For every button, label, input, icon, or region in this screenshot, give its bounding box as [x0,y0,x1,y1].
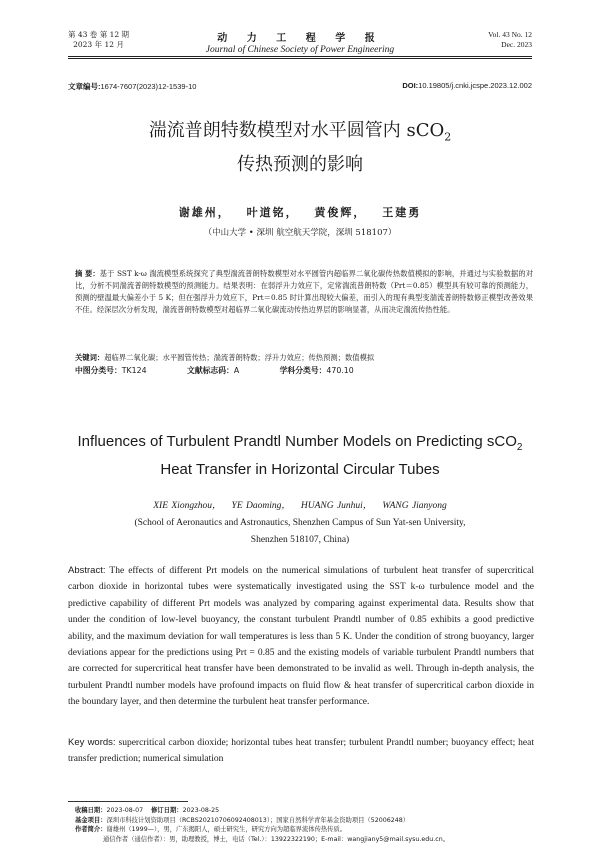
header-rule [68,56,532,57]
subject-code-value: 470.10 [326,366,354,375]
doi-value: 10.19805/j.cnki.jcspe.2023.12.002 [418,81,532,90]
subject-code-label: 学科分类号： [279,366,327,375]
footnote-rule [68,801,188,802]
received-date [75,806,545,816]
affiliation-en-line2: Shenzhen 518107, China) [250,535,350,545]
corresponding-author: 通信作者（通信作者）：男，助理教授，博士，电话（Tel.）：13922322190；E-mail：wangjiany5@mail.sysu.edu.cn。 [103,835,449,843]
article-number-label: 文章编号: [68,82,101,91]
doi-label: DOI: [402,81,419,90]
keywords-en [68,735,534,767]
title-en-line2: Heat Transfer in Horizontal Circular Tubes [160,461,440,478]
clc-value: TK124 [121,366,147,375]
title-en-subscript: 2 [516,442,523,453]
keywords-en-label: Key words: [68,737,116,748]
fund-value: 深圳市科技计划资助项目（RCBS20210706092408013）；国家自然科学青年基金资助项目（52006248） [106,816,410,824]
doc-code-label: 文献标志码： [187,366,234,375]
journal-name-en: Journal of Chinese Society of Power Engineering [205,45,395,55]
title-en [0,431,600,481]
date-cn: 2023 年 12 月 [73,40,124,49]
abstract-en-text: The effects of different Prt models on the numerical simulations of turbulent heat transfer of supercritical carbon dioxide in horizontal tubes were systematically investigated using the SST k-ω turbulence model and the predictive capability of different Prt models was analyzed by comparing against experimental data. Results show that under the condition of low-level buoyancy, the constant turbulent Prandtl number of 0.85 exhibits a good predictive ability, and the maximum deviation for wall temperatures is less than 5 K. Under the condition of strong buoyancy, larger deviations appear for the predictions using Prt = 0.85 and the existing models of variable turbulent Prandtl numbers that are corrected for supercritical heat transfer have been demonstrated to be invalid as well. Through in-depth analysis, the turbulent Prandtl number models have profound impacts on fluid flow & heat transfer of supercritical carbon dioxide in the boundary layer, and then determine the turbulent heat transfer performance. [68,566,534,708]
authors-en [0,497,600,511]
journal-name-cn: 动 力 工 程 学 报 [217,33,383,44]
abstract-cn [75,268,533,316]
title-cn-subscript: 2 [444,130,452,144]
affiliation-en [0,515,600,549]
classification-row [75,365,392,377]
author-info-label: 作者简介： [75,826,107,834]
affiliation-en-line1: (School of Aeronautics and Astronautics, Shenzhen Campus of Sun Yat-sen University, [134,518,466,528]
doi [402,81,532,90]
abstract-cn-text: 基于 SST k-ω 湍流模型系统探究了典型湍流普朗特数模型对水平圆管内超临界二氧化碳传热数值模拟的影响，并通过与实验数据的对比，分析不同湍流普朗特数模型的预测能力。结果表明：在弱浮升力效应下，定常湍流普朗特数（Prt＝0.85）模型具有较可靠的预测能力，预测的壁温最大偏差小于 5 K；但在强浮升力效应下，Prt＝0.85 时计算出现较大偏差，而引入的现有典型变湍流普朗特数修正模型改善效果不佳。经深层次分析发现，湍流普朗特数模型对超临界二氧化碳流动传热边界层的影响显著，从而决定湍流传热性能。 [75,269,533,314]
abstract-en-label: Abstract: [68,565,106,576]
author-en: WANG Jianyong [382,501,447,511]
authors-cn: 谢雄州， 叶道铭， 黄俊辉， 王建勇 [178,206,422,219]
revised-label: 修订日期： [151,807,183,814]
fund-info [75,816,545,826]
abstract-en [68,563,534,711]
keywords-cn-label: 关键词： [75,353,105,362]
keywords-cn [75,352,537,364]
revised-value: 2023-08-25 [182,807,220,814]
affiliation-cn: （中山大学 • 深圳 航空航天学院，深圳 518107） [203,228,397,238]
keywords-cn-text: 超临界二氧化碳；水平圆管传热；湍流普朗特数；浮升力效应；传热预测；数值模拟 [104,353,375,362]
article-number-value: 1674-7607(2023)12-1539-10 [100,82,197,91]
keywords-en-text: supercritical carbon dioxide; horizontal tubes heat transfer; turbulent Prandtl number; buoyancy effect; heat transfer prediction; numerical simulation [68,738,535,764]
date-en: Dec. 2023 [501,40,532,49]
title-cn-line2: 传热预测的影响 [237,153,363,175]
volume-issue-en: Vol. 43 No. 12 [488,30,532,39]
article-number [68,81,196,92]
abstract-cn-label: 摘 要： [75,269,100,278]
received-label: 收稿日期： [75,807,107,814]
header-rule-thin [68,58,532,59]
journal-volume-en [488,30,532,50]
author-en: XIE Xiongzhou， [153,501,222,511]
doc-code-value: A [233,366,240,375]
fund-label: 基金项目： [75,816,107,824]
author-info-value: 谢雄州（1999—），男，广东揭阳人，硕士研究生，研究方向为超临界流体传热传质。 [106,826,347,834]
author-en: YE Daoming， [231,501,291,511]
title-en-line1: Influences of Turbulent Prandtl Number Models on Predicting sCO [77,433,517,450]
author-en: HUANG Junhui， [300,501,373,511]
received-value: 2023-08-07 [106,807,144,814]
footnotes [75,806,545,844]
volume-issue-cn: 第 43 卷 第 12 期 [68,30,130,39]
title-cn-line1: 湍流普朗特数模型对水平圆管内 sCO [148,120,445,141]
clc-label: 中图分类号： [75,366,122,375]
author-info [75,825,545,835]
title-cn [0,117,600,178]
